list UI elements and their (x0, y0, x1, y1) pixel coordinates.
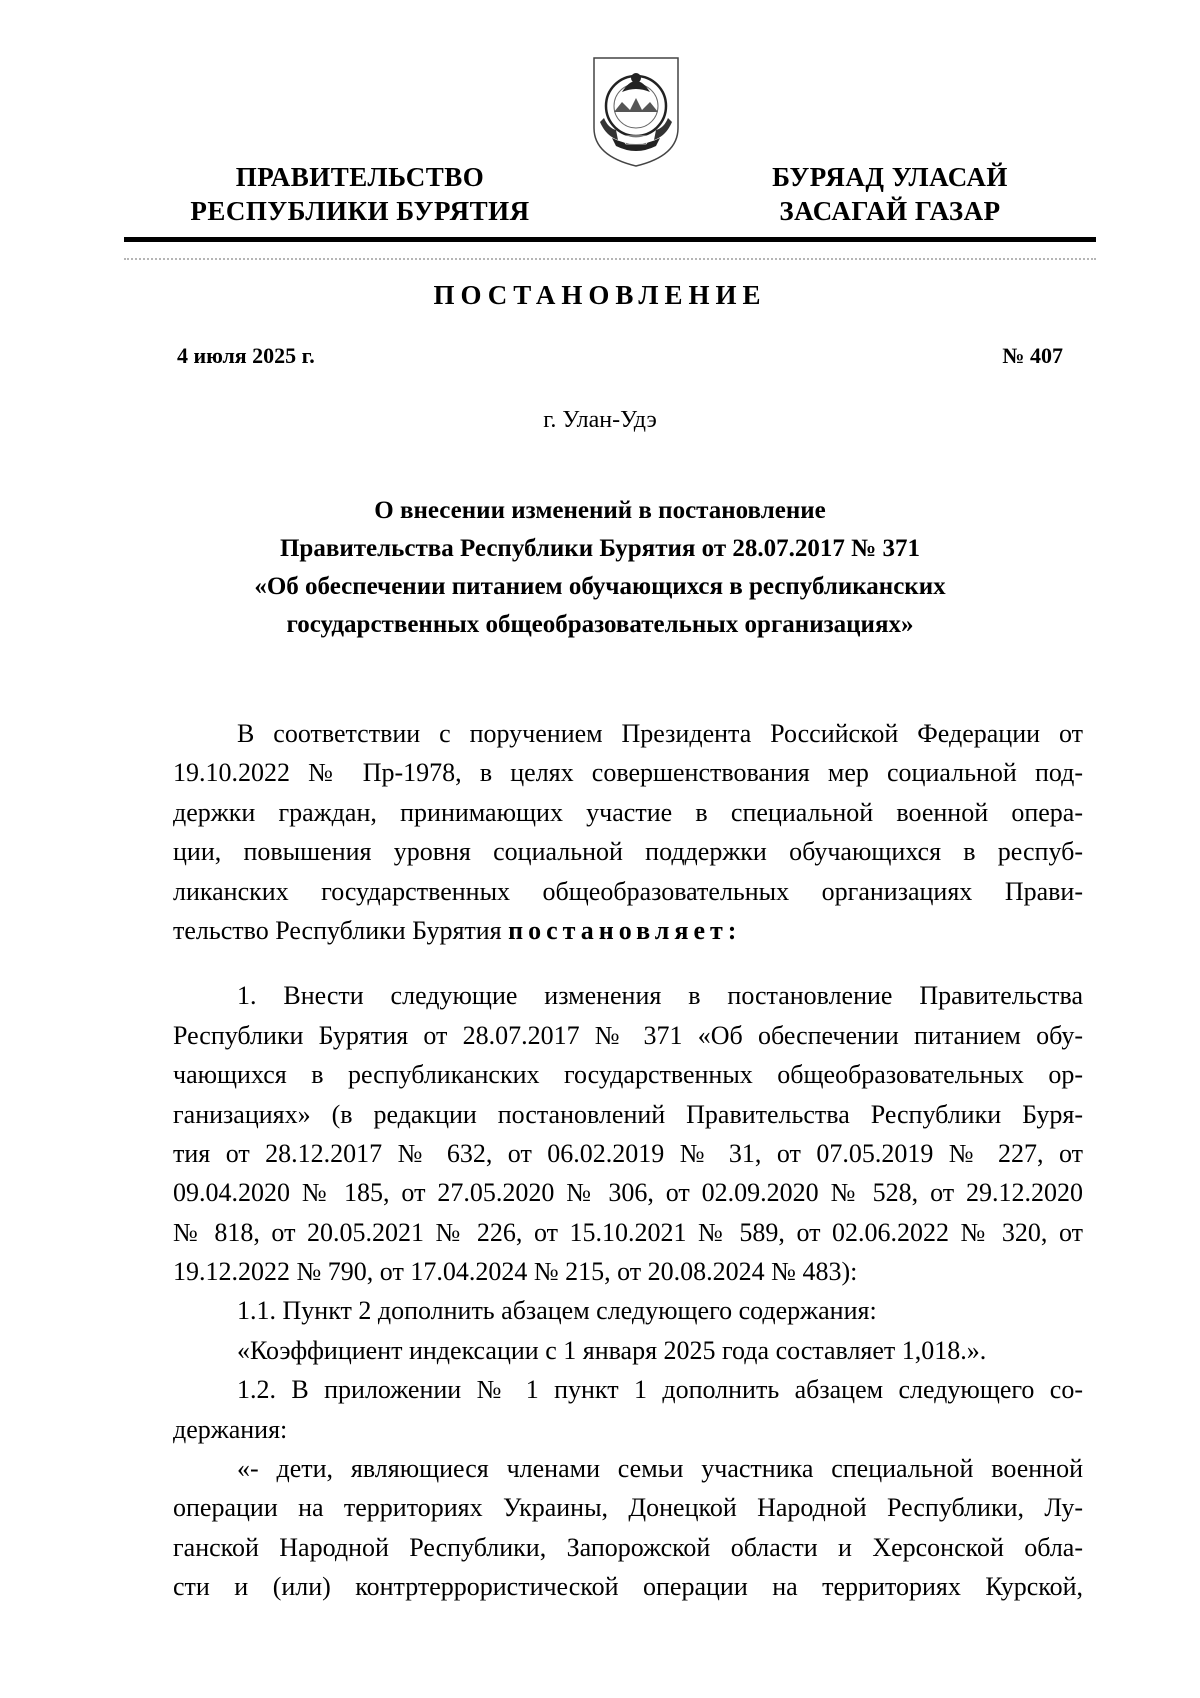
paragraph-gap (173, 950, 1083, 976)
body-line: ции, повышения уровня социальной поддержки обучающихся в респуб- (173, 837, 1083, 867)
document-title (150, 492, 1050, 644)
government-name-russian (160, 160, 560, 228)
body-line: операции на территориях Украины, Донецкой Народной Республики, Лу- (173, 1493, 1083, 1523)
document-number: № 407 (1002, 343, 1063, 368)
body-line: 19.12.2022 № 790, от 17.04.2024 № 215, от 20.08.2024 № 483): (173, 1257, 858, 1287)
government-name-buryat (730, 160, 1050, 228)
body-line: 1. Внести следующие изменения в постановление Правительства (237, 981, 1083, 1011)
title-line: «Об обеспечении питанием обучающихся в республиканских (254, 573, 946, 600)
header-divider-thick (124, 237, 1096, 242)
body-line: держки граждан, принимающих участие в специальной военной опера- (173, 797, 1083, 827)
resolves-word: постановляет: (508, 915, 742, 945)
document-city: г. Улан-Удэ (543, 407, 657, 433)
header-divider-thin (124, 258, 1096, 260)
body-line: 19.10.2022 № Пр-1978, в целях совершенствования мер социальной под- (173, 758, 1083, 788)
document-type: ПОСТАНОВЛЕНИЕ (433, 280, 767, 310)
body-line: «Коэффициент индексации с 1 января 2025 года составляет 1,018.». (237, 1335, 987, 1365)
body-line: «- дети, являющиеся членами семьи участника специальной военной (237, 1454, 1083, 1484)
document-date: 4 июля 2025 г. (177, 343, 315, 368)
body-line: держания: (173, 1414, 288, 1444)
title-line: государственных общеобразовательных организациях» (286, 611, 914, 638)
body-line: 1.2. В приложении № 1 пункт 1 дополнить абзацем следующего со- (237, 1375, 1083, 1405)
body-line: тия от 28.12.2017 № 632, от 06.02.2019 № 31, от 07.05.2019 № 227, от (173, 1138, 1083, 1168)
document-body (173, 714, 1083, 1607)
body-line: В соответствии с поручением Президента Российской Федерации от (237, 719, 1083, 748)
body-line: чающихся в республиканских государственных общеобразовательных ор- (173, 1060, 1083, 1090)
body-line: ганизациях» (в редакции постановлений Правительства Республики Буря- (173, 1099, 1083, 1129)
government-name-line: РЕСПУБЛИКИ БУРЯТИЯ (190, 196, 530, 226)
body-line: 09.04.2020 № 185, от 27.05.2020 № 306, от 02.09.2020 № 528, от 29.12.2020 (173, 1178, 1083, 1208)
government-name-line: ЗАСАГАЙ ГАЗАР (779, 196, 1001, 226)
title-line: Правительства Республики Бурятия от 28.07.2017 № 371 (279, 535, 920, 562)
title-line: О внесении изменений в постановление (374, 497, 826, 524)
preamble-end: тельство Республики Бурятия (173, 915, 509, 945)
coat-of-arms-icon (586, 52, 686, 170)
body-line: сти и (или) контртеррористической операции на территориях Курской, (173, 1572, 1083, 1602)
government-name-line: ПРАВИТЕЛЬСТВО (235, 162, 485, 192)
body-line: ликанских государственных общеобразовательных организациях Прави- (173, 876, 1083, 906)
body-line: № 818, от 20.05.2021 № 226, от 15.10.2021 № 589, от 02.06.2022 № 320, от (173, 1217, 1083, 1247)
body-line: ганской Народной Республики, Запорожской области и Херсонской обла- (173, 1532, 1083, 1562)
body-line: 1.1. Пункт 2 дополнить абзацем следующего содержания: (237, 1296, 877, 1326)
body-line (173, 911, 1083, 950)
government-name-line: БУРЯАД УЛАСАЙ (772, 162, 1008, 192)
body-line: Республики Бурятия от 28.07.2017 № 371 «Об обеспечении питанием обу- (173, 1020, 1083, 1050)
